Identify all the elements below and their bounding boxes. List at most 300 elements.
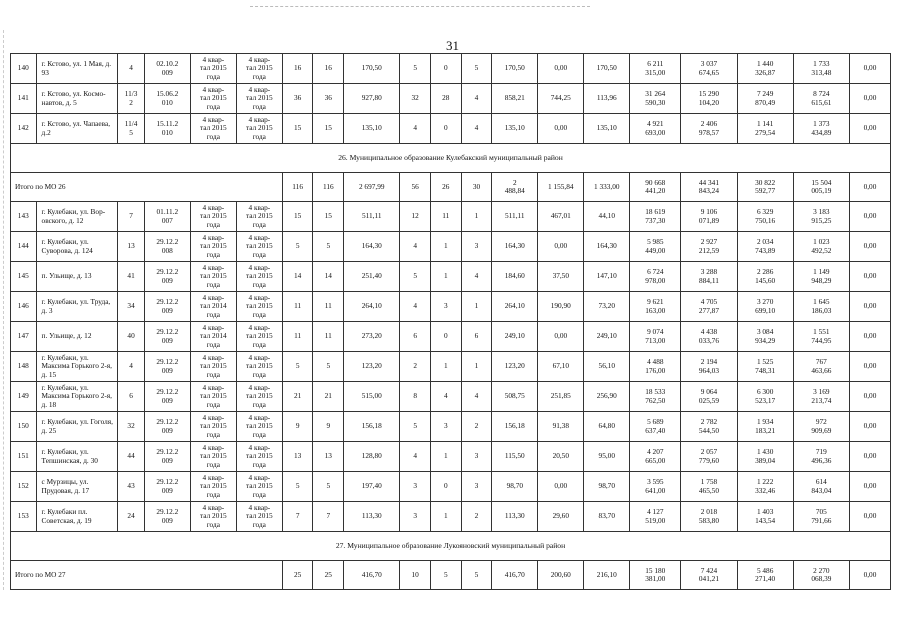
section-header-row [11,144,891,173]
living-area-cell: 135,10 [492,114,538,144]
row-number-cell: 153 [11,502,37,532]
deadline-quarter-cell: 4 квар- тал 2015 года [236,262,282,292]
municipal-area-cell: 249,10 [584,322,630,352]
rooms-total-cell: 5 [400,262,431,292]
municipal-area-cell: 170,50 [584,54,630,84]
cost-local-cell: 1 023 492,52 [793,232,849,262]
cost-fund-total-cell: 7 424 041,21 [681,561,737,590]
total-area-cell: 170,50 [344,54,400,84]
residents-count-cell: 36 [282,84,313,114]
cost-fund-total-cell: 44 341 843,24 [681,173,737,202]
cost-other-cell: 0,00 [849,262,890,292]
doc-date-cell: 29.12.2 009 [144,442,190,472]
plan-quarter-cell: 4 квар- тал 2015 года [190,262,236,292]
doc-date-cell: 15.06.2 010 [144,84,190,114]
municipal-area-cell: 95,00 [584,442,630,472]
total-area-cell: 135,10 [344,114,400,144]
rooms-municipal-cell: 4 [461,382,492,412]
cost-local-cell: 705 791,66 [793,502,849,532]
living-area-cell: 511,11 [492,202,538,232]
municipal-area-cell: 73,20 [584,292,630,322]
municipal-area-cell: 256,90 [584,382,630,412]
total-area-cell: 515,00 [344,382,400,412]
total-area-cell: 128,80 [344,442,400,472]
living-area-cell: 264,10 [492,292,538,322]
deadline-quarter-cell: 4 квар- тал 2015 года [236,442,282,472]
plan-quarter-cell: 4 квар- тал 2015 года [190,352,236,382]
table-row [11,412,891,442]
residents-count-cell: 15 [282,114,313,144]
row-number-cell: 149 [11,382,37,412]
doc-date-cell: 29.12.2 009 [144,472,190,502]
municipal-area-total-cell: 1 333,00 [584,173,630,202]
private-area-cell: 0,00 [538,54,584,84]
cost-fund-cell: 2 018 583,80 [681,502,737,532]
residents-count-total-cell: 5 [313,352,344,382]
residents-count-total-cell: 15 [313,114,344,144]
residents-count-total-cell: 11 [313,322,344,352]
rooms-total-cell: 3 [400,472,431,502]
doc-date-cell: 29.12.2 009 [144,352,190,382]
doc-date-cell: 29.12.2 009 [144,322,190,352]
residents-count-total-cell: 36 [313,84,344,114]
table-row [11,322,891,352]
row-number-cell: 146 [11,292,37,322]
doc-number-cell: 4 [118,352,145,382]
residents-count-total-cell: 116 [282,173,313,202]
private-area-cell: 91,38 [538,412,584,442]
residents-count-total-cell: 13 [313,442,344,472]
cost-fund-cell: 3 037 674,65 [681,54,737,84]
residents-count-cell: 14 [282,262,313,292]
rooms-total-cell: 5 [400,412,431,442]
rooms-total-cell: 3 [400,502,431,532]
cost-other-cell: 0,00 [849,322,890,352]
municipal-area-cell: 56,10 [584,352,630,382]
table-row [11,54,891,84]
table-row [11,472,891,502]
residents-count-cell: 21 [282,382,313,412]
cost-local-cell: 767 463,66 [793,352,849,382]
cost-total-cell: 3 595 641,00 [630,472,681,502]
total-area-total-cell: 2 697,99 [344,173,400,202]
cost-local-total-cell: 2 270 068,39 [793,561,849,590]
residents-count-cell: 5 [282,352,313,382]
private-area-cell: 0,00 [538,114,584,144]
residents-count-cell: 15 [282,202,313,232]
doc-number-cell: 40 [118,322,145,352]
address-cell: г. Кстово, ул. Космо-навтов, д. 5 [36,84,118,114]
residents-count-total-cell: 15 [313,202,344,232]
plan-quarter-cell: 4 квар- тал 2015 года [190,114,236,144]
total-area-cell: 197,40 [344,472,400,502]
cost-other-cell: 0,00 [849,352,890,382]
municipal-area-cell: 64,80 [584,412,630,442]
residents-count-cell: 7 [282,502,313,532]
rooms-municipal-cell: 2 [461,502,492,532]
doc-number-cell: 44 [118,442,145,472]
address-cell: г. Кулебаки, ул. Максима Горького 2-я, д. 15 [36,352,118,382]
row-number-cell: 141 [11,84,37,114]
housing-resettlement-table [10,53,891,590]
cost-other-cell: 0,00 [849,292,890,322]
cost-fund-cell: 2 927 212,59 [681,232,737,262]
cost-local-cell: 972 909,69 [793,412,849,442]
doc-number-cell: 41 [118,262,145,292]
cost-fund-cell: 2 057 779,60 [681,442,737,472]
cost-other-cell: 0,00 [849,232,890,262]
plan-quarter-cell: 4 квар- тал 2015 года [190,54,236,84]
rooms-private-cell: 3 [430,292,461,322]
rooms-private-cell: 1 [430,502,461,532]
rooms-municipal-cell: 1 [461,352,492,382]
cost-local-cell: 8 724 615,61 [793,84,849,114]
doc-date-cell: 29.12.2 009 [144,292,190,322]
section-title: 27. Муниципальное образование Лукояновский муниципальный район [11,532,891,561]
living-area-cell: 98,70 [492,472,538,502]
cost-region-total-cell: 30 822 592,77 [737,173,793,202]
private-area-cell: 190,90 [538,292,584,322]
rooms-municipal-cell: 4 [461,114,492,144]
cost-local-cell: 3 169 213,74 [793,382,849,412]
address-cell: г. Кулебаки, ул. Максима Горького 2-я, д. 18 [36,382,118,412]
doc-date-cell: 02.10.2 009 [144,54,190,84]
total-area-cell: 113,30 [344,502,400,532]
cost-region-cell: 7 249 870,49 [737,84,793,114]
rooms-total-cell: 8 [400,382,431,412]
cost-local-cell: 1 733 313,48 [793,54,849,84]
doc-number-cell: 43 [118,472,145,502]
address-cell: г. Кулебаки, ул. Вор-овского, д. 12 [36,202,118,232]
doc-date-cell: 29.12.2 009 [144,382,190,412]
row-number-cell: 144 [11,232,37,262]
address-cell: г. Кулебаки пл. Советская, д. 19 [36,502,118,532]
rooms-municipal-cell: 4 [461,84,492,114]
table-row [11,262,891,292]
total-area-cell: 511,11 [344,202,400,232]
cost-other-cell: 0,00 [849,84,890,114]
cost-other-cell: 0,00 [849,202,890,232]
cost-other-total-cell: 0,00 [849,561,890,590]
plan-quarter-cell: 4 квар- тал 2014 года [190,292,236,322]
doc-date-cell: 29.12.2 009 [144,502,190,532]
rooms-total-cell: 2 [400,352,431,382]
total-label: Итого по МО 27 [11,561,283,590]
address-cell: г. Кулебаки, ул. Суворова, д. 124 [36,232,118,262]
private-area-cell: 0,00 [538,472,584,502]
cost-fund-cell: 9 106 071,89 [681,202,737,232]
cost-total-cell: 4 921 693,00 [630,114,681,144]
cost-fund-cell: 2 194 964,03 [681,352,737,382]
address-cell: г. Кулебаки, ул. Труда, д. 3 [36,292,118,322]
address-cell: п. Ульище, д. 13 [36,262,118,292]
doc-number-cell: 11/4 5 [118,114,145,144]
table-row [11,292,891,322]
residents-count-total-cell: 16 [313,54,344,84]
rooms-municipal-cell: 4 [461,262,492,292]
table-row [11,442,891,472]
cost-other-cell: 0,00 [849,54,890,84]
row-number-cell: 150 [11,412,37,442]
private-area-cell: 0,00 [538,322,584,352]
living-area-cell: 170,50 [492,54,538,84]
cost-region-cell: 1 141 279,54 [737,114,793,144]
cost-fund-cell: 4 438 033,76 [681,322,737,352]
doc-number-cell: 32 [118,412,145,442]
rooms-total-total-cell: 10 [400,561,431,590]
cost-local-cell: 614 843,04 [793,472,849,502]
cost-total-cell: 5 985 449,00 [630,232,681,262]
rooms-private-cell: 1 [430,352,461,382]
living-area-cell: 123,20 [492,352,538,382]
cost-fund-cell: 2 782 544,50 [681,412,737,442]
private-area-cell: 29,60 [538,502,584,532]
rooms-total-cell: 12 [400,202,431,232]
address-cell: с Мурзицы, ул. Прудовая, д. 17 [36,472,118,502]
cost-region-cell: 1 222 332,46 [737,472,793,502]
private-area-cell: 467,01 [538,202,584,232]
cost-total-total-cell: 15 180 381,00 [630,561,681,590]
cost-region-cell: 3 084 934,29 [737,322,793,352]
row-number-cell: 148 [11,352,37,382]
rooms-municipal-total-cell: 5 [461,561,492,590]
private-area-total-cell: 200,60 [538,561,584,590]
cost-total-cell: 6 724 978,00 [630,262,681,292]
plan-quarter-cell: 4 квар- тал 2015 года [190,382,236,412]
rooms-total-cell: 4 [400,292,431,322]
residents-count-cell: 11 [282,292,313,322]
cost-local-cell: 1 551 744,95 [793,322,849,352]
cost-total-total-cell: 90 668 441,20 [630,173,681,202]
rooms-municipal-cell: 3 [461,442,492,472]
private-area-cell: 20,50 [538,442,584,472]
rooms-private-cell: 0 [430,54,461,84]
deadline-quarter-cell: 4 квар- тал 2015 года [236,322,282,352]
cost-total-cell: 18 533 762,50 [630,382,681,412]
private-area-cell: 0,00 [538,232,584,262]
row-number-cell: 142 [11,114,37,144]
cost-other-total-cell: 0,00 [849,173,890,202]
cost-local-total-cell: 15 504 005,19 [793,173,849,202]
rooms-municipal-cell: 6 [461,322,492,352]
residents-count-total-cell: 5 [313,232,344,262]
rooms-private-total-cell: 26 [430,173,461,202]
total-area-total-cell: 416,70 [344,561,400,590]
residents-count-total-cell: 25 [282,561,313,590]
plan-quarter-cell: 4 квар- тал 2015 года [190,472,236,502]
residents-count-cell: 9 [282,412,313,442]
total-row [11,561,891,590]
address-cell: п. Ульище, д. 12 [36,322,118,352]
cost-local-cell: 1 149 948,29 [793,262,849,292]
municipal-area-cell: 135,10 [584,114,630,144]
rooms-total-cell: 4 [400,114,431,144]
cost-region-cell: 3 270 699,10 [737,292,793,322]
row-number-cell: 143 [11,202,37,232]
cost-fund-cell: 2 406 978,57 [681,114,737,144]
deadline-quarter-cell: 4 квар- тал 2015 года [236,352,282,382]
living-area-cell: 858,21 [492,84,538,114]
plan-quarter-cell: 4 квар- тал 2015 года [190,232,236,262]
cost-region-cell: 1 430 389,04 [737,442,793,472]
rooms-total-cell: 32 [400,84,431,114]
residents-count-cell: 13 [282,442,313,472]
cost-total-cell: 9 074 713,00 [630,322,681,352]
doc-number-cell: 6 [118,382,145,412]
deadline-quarter-cell: 4 квар- тал 2015 года [236,292,282,322]
cost-region-total-cell: 5 486 271,40 [737,561,793,590]
municipal-area-cell: 147,10 [584,262,630,292]
plan-quarter-cell: 4 квар- тал 2015 года [190,442,236,472]
private-area-total-cell: 1 155,84 [538,173,584,202]
doc-date-cell: 29.12.2 008 [144,232,190,262]
row-number-cell: 147 [11,322,37,352]
living-area-cell: 115,50 [492,442,538,472]
total-area-cell: 264,10 [344,292,400,322]
rooms-private-cell: 1 [430,442,461,472]
cost-region-cell: 1 403 143,54 [737,502,793,532]
residents-count-cell: 11 [282,322,313,352]
living-area-cell: 184,60 [492,262,538,292]
deadline-quarter-cell: 4 квар- тал 2015 года [236,382,282,412]
deadline-quarter-cell: 4 квар- тал 2015 года [236,202,282,232]
deadline-quarter-cell: 4 квар- тал 2015 года [236,232,282,262]
deadline-quarter-cell: 4 квар- тал 2015 года [236,502,282,532]
residents-count-total-cell: 5 [313,472,344,502]
rooms-total-cell: 4 [400,232,431,262]
living-area-total-cell: 2 488,84 [492,173,538,202]
scan-artifact-top [250,6,590,8]
rooms-municipal-cell: 1 [461,202,492,232]
cost-fund-cell: 9 064 025,59 [681,382,737,412]
cost-other-cell: 0,00 [849,442,890,472]
cost-total-cell: 6 211 315,00 [630,54,681,84]
living-area-cell: 164,30 [492,232,538,262]
plan-quarter-cell: 4 квар- тал 2015 года [190,84,236,114]
rooms-private-total-cell: 5 [430,561,461,590]
doc-date-cell: 29.12.2 009 [144,262,190,292]
rooms-municipal-cell: 1 [461,292,492,322]
doc-number-cell: 7 [118,202,145,232]
residents-count-total-cell: 14 [313,262,344,292]
scan-artifact-left [3,30,5,590]
doc-date-cell: 01.11.2 007 [144,202,190,232]
residents-count-total-total-cell: 25 [313,561,344,590]
cost-region-cell: 2 286 145,60 [737,262,793,292]
row-number-cell: 152 [11,472,37,502]
residents-count-cell: 16 [282,54,313,84]
doc-number-cell: 4 [118,54,145,84]
rooms-total-cell: 5 [400,54,431,84]
cost-other-cell: 0,00 [849,472,890,502]
total-label: Итого по МО 26 [11,173,283,202]
cost-other-cell: 0,00 [849,114,890,144]
residents-count-cell: 5 [282,472,313,502]
cost-total-cell: 4 127 519,00 [630,502,681,532]
cost-fund-cell: 15 290 104,20 [681,84,737,114]
rooms-municipal-cell: 3 [461,472,492,502]
residents-count-total-cell: 7 [313,502,344,532]
page-number: 31 [446,38,459,53]
cost-fund-cell: 4 705 277,87 [681,292,737,322]
address-cell: г. Кулебаки, ул. Гоголя, д. 25 [36,412,118,442]
cost-local-cell: 3 183 915,25 [793,202,849,232]
rooms-municipal-cell: 3 [461,232,492,262]
cost-total-cell: 18 619 737,30 [630,202,681,232]
rooms-private-cell: 4 [430,382,461,412]
doc-date-cell: 15.11.2 010 [144,114,190,144]
address-cell: г. Кулебаки, ул. Тепшинская, д. 30 [36,442,118,472]
municipal-area-total-cell: 216,10 [584,561,630,590]
plan-quarter-cell: 4 квар- тал 2015 года [190,202,236,232]
residents-count-total-cell: 21 [313,382,344,412]
rooms-total-cell: 4 [400,442,431,472]
rooms-municipal-cell: 5 [461,54,492,84]
rooms-municipal-cell: 2 [461,412,492,442]
private-area-cell: 37,50 [538,262,584,292]
cost-region-cell: 6 300 523,17 [737,382,793,412]
residents-count-total-cell: 11 [313,292,344,322]
deadline-quarter-cell: 4 квар- тал 2015 года [236,472,282,502]
address-cell: г. Кстово, ул. 1 Мая, д. 93 [36,54,118,84]
municipal-area-cell: 113,96 [584,84,630,114]
deadline-quarter-cell: 4 квар- тал 2015 года [236,84,282,114]
plan-quarter-cell: 4 квар- тал 2015 года [190,502,236,532]
cost-other-cell: 0,00 [849,502,890,532]
total-area-cell: 164,30 [344,232,400,262]
living-area-total-cell: 416,70 [492,561,538,590]
cost-other-cell: 0,00 [849,412,890,442]
cost-other-cell: 0,00 [849,382,890,412]
doc-number-cell: 13 [118,232,145,262]
address-cell: г. Кстово, ул. Чапаева, д.2 [36,114,118,144]
rooms-private-cell: 1 [430,232,461,262]
residents-count-cell: 5 [282,232,313,262]
total-area-cell: 156,18 [344,412,400,442]
row-number-cell: 140 [11,54,37,84]
plan-quarter-cell: 4 квар- тал 2015 года [190,412,236,442]
row-number-cell: 145 [11,262,37,292]
cost-fund-cell: 3 288 884,11 [681,262,737,292]
cost-region-cell: 1 440 326,87 [737,54,793,84]
private-area-cell: 67,10 [538,352,584,382]
table-row [11,382,891,412]
cost-region-cell: 1 934 183,21 [737,412,793,442]
private-area-cell: 251,85 [538,382,584,412]
rooms-private-cell: 3 [430,412,461,442]
table-row [11,84,891,114]
cost-region-cell: 6 329 750,16 [737,202,793,232]
rooms-private-cell: 11 [430,202,461,232]
cost-total-cell: 9 621 163,00 [630,292,681,322]
municipal-area-cell: 98,70 [584,472,630,502]
living-area-cell: 249,10 [492,322,538,352]
rooms-total-cell: 6 [400,322,431,352]
section-title: 26. Муниципальное образование Кулебакский муниципальный район [11,144,891,173]
total-row [11,173,891,202]
total-area-cell: 123,20 [344,352,400,382]
cost-total-cell: 31 264 590,30 [630,84,681,114]
cost-total-cell: 4 207 665,00 [630,442,681,472]
municipal-area-cell: 83,70 [584,502,630,532]
cost-local-cell: 1 373 434,89 [793,114,849,144]
rooms-private-cell: 0 [430,472,461,502]
private-area-cell: 744,25 [538,84,584,114]
table-row [11,502,891,532]
section-header-row [11,532,891,561]
rooms-private-cell: 0 [430,322,461,352]
rooms-private-cell: 28 [430,84,461,114]
